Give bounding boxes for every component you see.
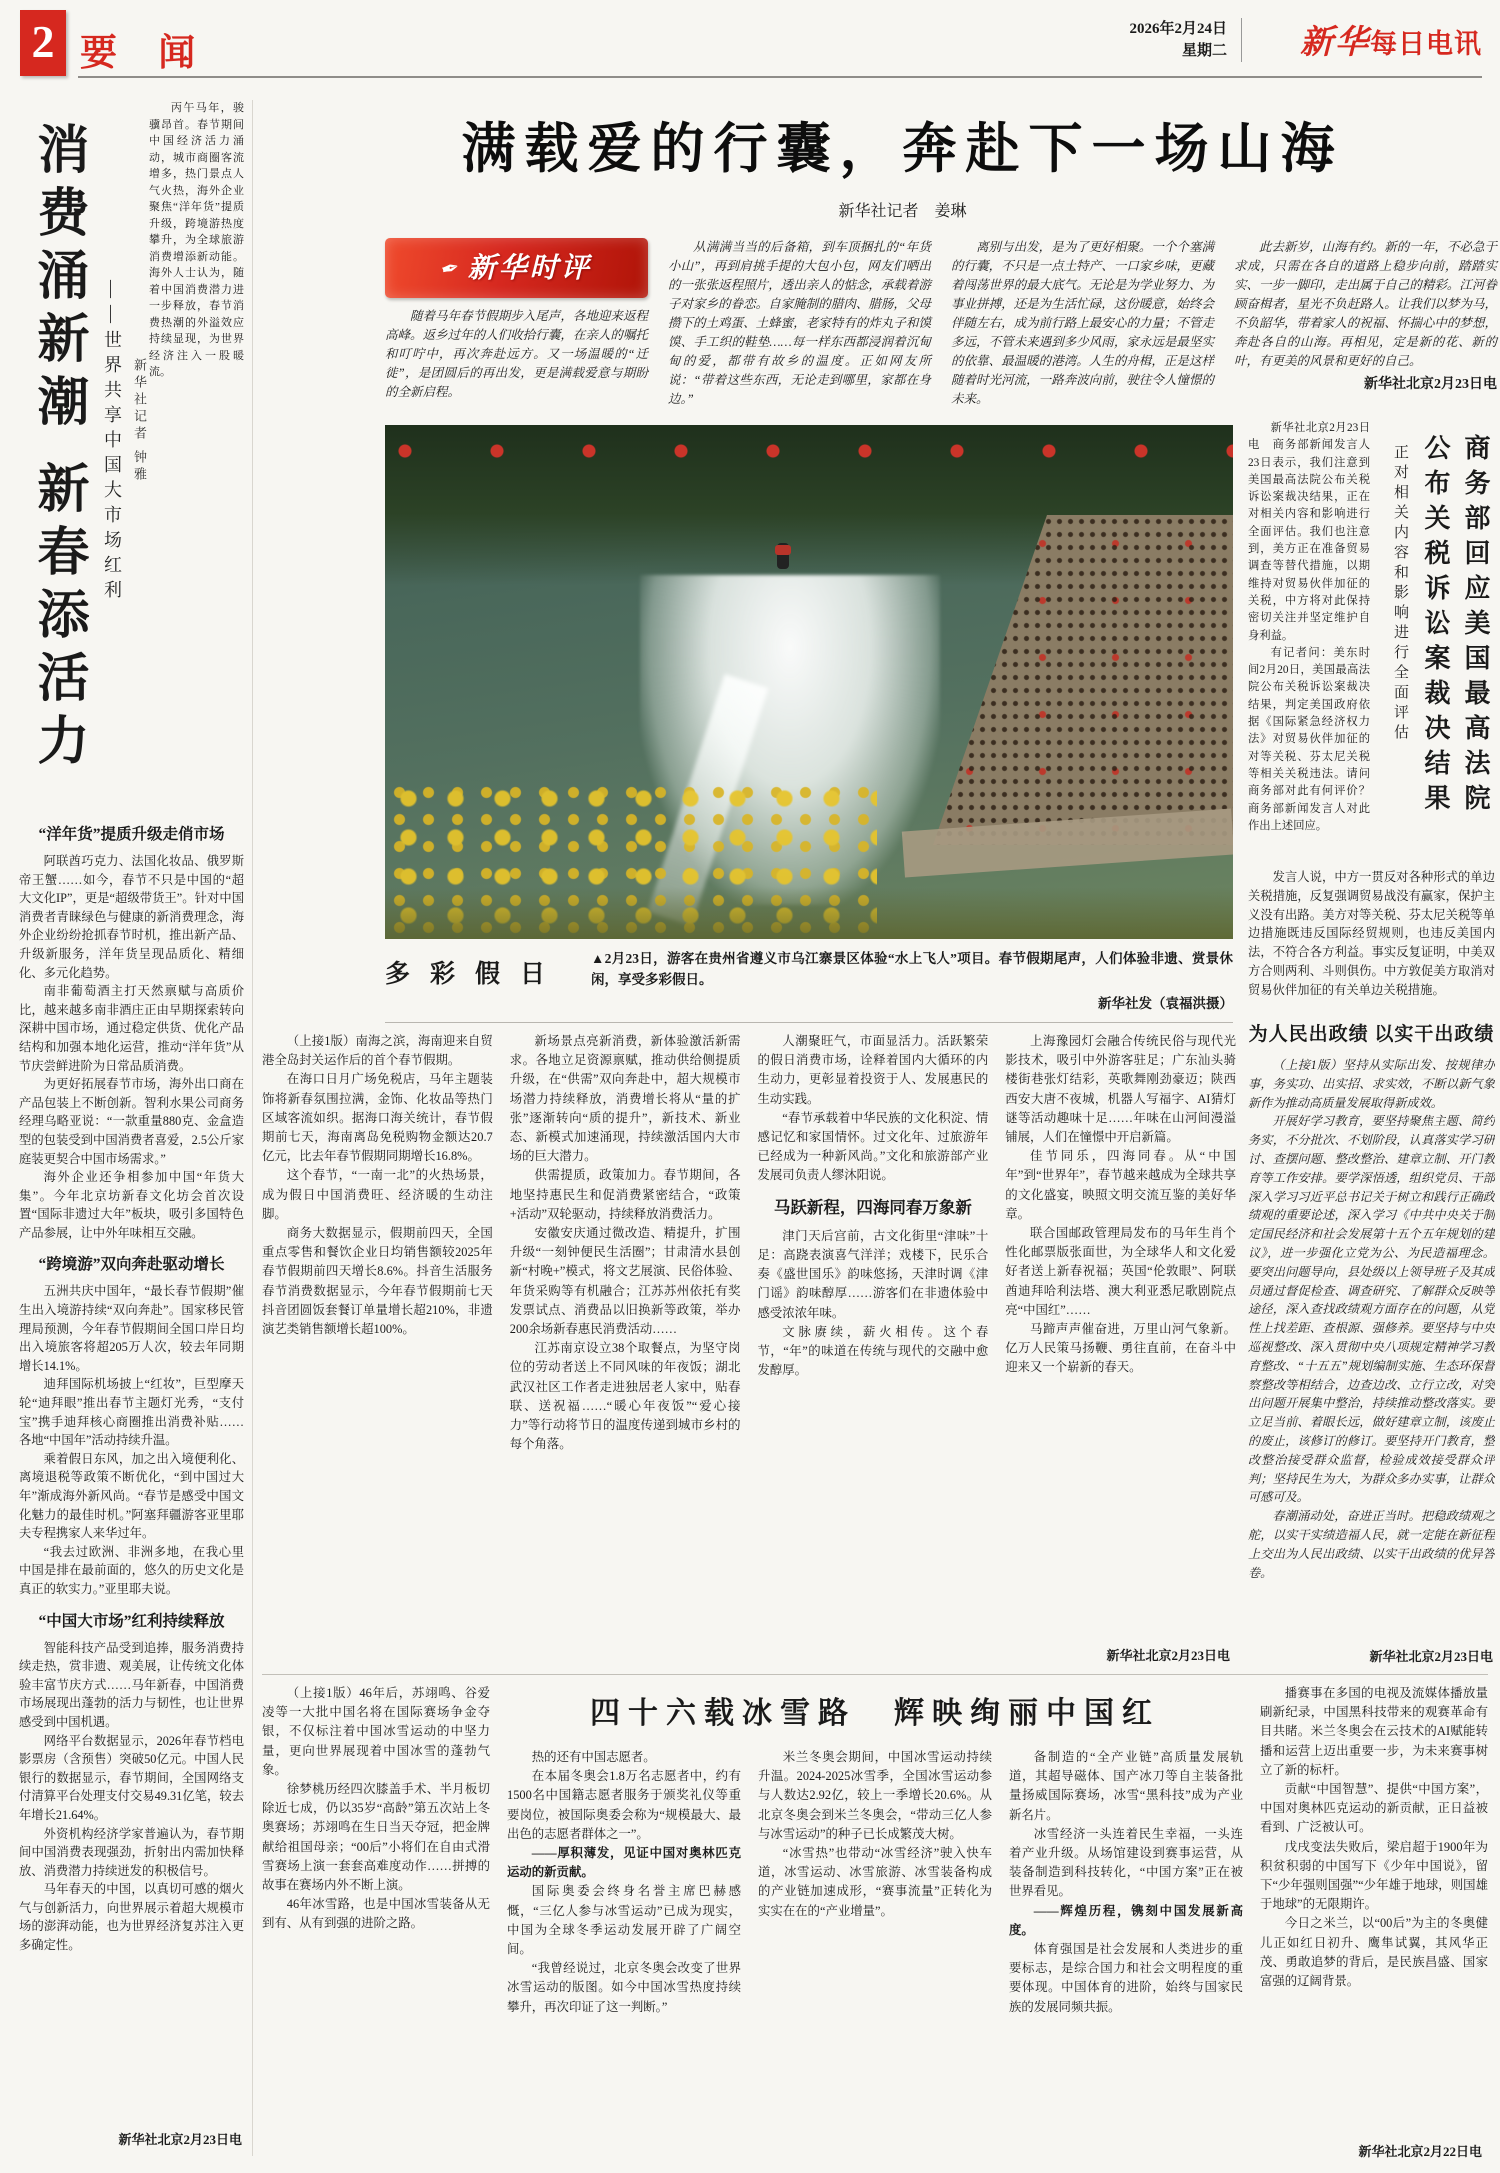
commentary-col3	[951, 238, 1214, 422]
paragraph: 有记者问：美东时间2月20日，美国最高法院公布关税诉讼案裁决结果，判定美国政府依据《国际紧急经济权力法》对贸易伙伴加征的对等关税、芬太尼关税等相关关税违法。请问商务部对此有何评价？商务部新闻发言人对此作出上述回应。	[1248, 646, 1370, 832]
paragraph: 安徽安庆通过微改造、精提升，扩围升级“一刻钟便民生活圈”；甘肃清水县创新“村晚+”模式，将文艺展演、民俗体验、年货采购等有机融合；江苏苏州依托有奖发票试点、消费品以旧换新等政策，举办200余场新春惠民消费活动……	[509, 1226, 741, 1337]
main-headline: 满载爱的行囊，奔赴下一场山海	[461, 119, 1344, 179]
flower-band	[385, 887, 1233, 939]
commentary-col4-text	[1234, 238, 1497, 371]
tariff-headline-line2: 公布关税诉讼案裁决结果	[1421, 434, 1450, 819]
paragraph: 在本届冬奥会1.8万名志愿者中，约有1500名中国籍志愿者服务于颁奖礼仪等重要岗位，被国际奥委会称为“规模最大、最出色的志愿者群体之一”。	[507, 1769, 741, 1841]
section-title: 要 闻	[80, 33, 212, 74]
paragraph: 体育强国是社会发展和人类进步的重要标志，是综合国力和社会文明程度的重要体现。中国体育的进阶，始终与国家民族的发展同频共振。	[1009, 1942, 1243, 2014]
consumption-dateline: 新华社北京2月23日电	[118, 2132, 242, 2147]
paragraph: 这个春节，“一南一北”的火热场景，成为假日中国消费旺、经济暖的生动注脚。	[262, 1168, 493, 1221]
ice-col4	[1009, 1748, 1243, 2017]
article-consumption	[15, 100, 253, 2156]
masthead-calligraphy: 新华	[1300, 25, 1370, 61]
paragraph: 开展好学习教育，要坚持聚焦主题、简约务实，不分批次、不划阶段，认真落实学习研讨、查摆问题、整改整治、建章立制、开门教育等工作安排。要学深悟透，组织党员、干部深入学习习近平总书记关于树立和践行正确政绩观的重要论述，深入学习《中共中央关于制定国民经济和社会发展第十五个五年规划的建议》，进一步强化立党为公、为民造福理念。要突出问题导向，县处级以上领导班子及其成员通过督促检查、调查研究、了解群众反映等途径，深入查找政绩观方面存在的问题，从党性上找差距、查根源、强修养。要坚持与中央巡视整改、深入贯彻中央八项规定精神学习教育整改、“十五五”规划编制实施、生态环保督察整改等相结合，边查边改、立行立改，对突出问题开展集中整治，持续推动整改落实。要立足当前、着眼长远，做好建章立制，该废止的废止，该修订的修订。要坚持开门教育，整改整治接受群众监督，检验成效接受群众评判；坚持民生为大，为群众多办实事，让群众可感可及。	[1248, 1114, 1495, 1505]
performance-headline: 为人民出政绩 以实干出政绩	[1248, 1024, 1495, 1045]
paragraph: 商务大数据显示，假期前四天，全国重点零售和餐饮企业日均销售额较2025年春节假期前四天增长8.6%。抖音生活服务春节消费数据显示，今年春节假期前七天抖音团圆饭套餐订单量增长超210%，非遗演艺类销售额增长超100%。	[262, 1226, 493, 1337]
date-block	[1129, 18, 1242, 62]
badge-label: 新华时评	[467, 252, 592, 284]
section-divider	[262, 1674, 1488, 1675]
subhead-mayue-xincheng: 马跃新程，四海同春万象新	[773, 1197, 972, 1217]
commentary-col1	[385, 238, 648, 422]
paragraph: 热的还有中国志愿者。	[531, 1750, 656, 1764]
ice-col1	[262, 1684, 490, 2162]
paragraph: 佳节同乐，四海同春。从“中国年”到“世界年”，春节越来越成为全球共享的文化盛宴，映照文明交流互鉴的美好华章。	[1005, 1149, 1236, 1221]
pen-icon: ✒	[438, 253, 463, 283]
photo-credit: 新华社发（袁福洪摄）	[1098, 996, 1233, 1011]
photo-caption-block	[385, 948, 1233, 1012]
paragraph: ——厚积薄发，见证中国对奥林匹克运动的新贡献。	[507, 1846, 741, 1880]
caption-rule	[385, 1022, 1233, 1023]
ice-col5	[1260, 1684, 1488, 2162]
tariff-vertical-headline	[1370, 420, 1495, 860]
paragraph: 智能科技产品受到追捧，服务消费持续走热，赏非遗、观美展，让传统文化体验丰富节庆方式……马年新春，中国消费市场展现出蓬勃的活力与韧性，也让世界感受到中国机遇。	[19, 1640, 244, 1729]
consumption-sec3	[19, 1639, 244, 1955]
consumption-vertical-title: 消费涌新潮 新春添活力	[29, 122, 86, 776]
paragraph: 46年冰雪路，也是中国冰雪装备从无到有、从有到强的进阶之路。	[262, 1897, 490, 1931]
paragraph: 贡献“中国智慧”、提供“中国方案”，中国对奥林匹克运动的新贡献，正日益被看到、广泛被认可。	[1260, 1782, 1488, 1835]
paragraph: 津门天后宫前，古文化街里“津味”十足：高跷表演喜气洋洋；戏楼下，民乐合奏《盛世国乐》韵味悠扬，天津时调《津门谣》韵味醇厚……游客们在非遗体验中感受浓浓年味。	[757, 1228, 989, 1320]
subhead-yangnianhuo: “洋年货”提质升级走俏市场	[38, 826, 225, 843]
paragraph: 迪拜国际机场披上“红妆”，巨型摩天轮“迪拜眼”推出春节主题灯光秀，“支付宝”携手迪拜核心商圈推出消费补贴……各地“中国年”活动持续升温。	[19, 1377, 244, 1448]
consumption-title-block	[19, 100, 244, 812]
consumption-sec1	[19, 852, 244, 1242]
paragraph: 江苏南京设立38个取餐点，为坚守岗位的劳动者送上不同风味的年夜饭；湖北武汉社区工作者走进独居老人家中，贴春联、送祝福……“暖心年夜饭”“爱心接力”等行动将节日的温度传递到城市乡村的每个角落。	[509, 1341, 741, 1452]
commentary-col4	[1234, 238, 1497, 422]
ice-col2	[507, 1748, 741, 2017]
tariff-subhead: 正对相关内容和影响进行全面评估	[1392, 444, 1408, 744]
commentary-col1-text	[385, 307, 648, 402]
paragraph: 人潮聚旺气，市面显活力。活跃繁荣的假日消费市场，诠释着国内大循环的内生动力，更彰显着投资于人、发展惠民的生动实践。	[757, 1034, 989, 1106]
article-tariff	[1248, 420, 1495, 1012]
page-header	[0, 0, 1500, 92]
paragraph: 网络平台数据显示，2026年春节档电影票房（含预售）突破50亿元。中国人民银行的数据显示，春节期间，全国网络支付清算平台处理支付交易49.31亿笔，较去年增长21.64%。	[19, 1733, 244, 1822]
flyboard-performer	[777, 543, 789, 569]
tariff-body	[1248, 420, 1370, 860]
paragraph: 冰雪经济一头连着民生幸福，一头连着产业升级。从场馆建设到赛事运营，从装备制造到科技转化，“中国方案”正在被世界看见。	[1009, 1826, 1243, 1899]
caption-label: 多彩假日	[385, 961, 566, 988]
paragraph: 为更好拓展春节市场，海外出口商在产品包装上不断创新。智利水果公司商务经理乌略亚说：“一款重量880克、金盒造型的包装受到中国消费者喜爱，2.5公斤家庭装更契合中国市场需求。”	[19, 1077, 244, 1166]
consumption-subtitle: ——世界共享中国大市场红利	[102, 280, 122, 605]
paragraph: 丙午马年，骏骥昂首。春节期间中国经济活力涌动，城市商圈客流增多，热门景点人气火热，海外企业聚焦“洋年货”提质升级，跨境游热度攀升，为全球旅游消费增添新动能。海外人士认为，随着中国消费潜力进一步释放，春节消费热潮的外溢效应持续显现，为世界经济注入一股暖流。	[149, 102, 244, 378]
main-byline: 新华社记者 姜琳	[838, 203, 967, 220]
consumption-byline: 新华社记者 钟雅	[132, 358, 147, 485]
paragraph: “冰雪热”也带动“冰雪经济”驶入快车道，冰雪运动、冰雪旅游、冰雪装备构成的产业链加速成形，“赛事流量”正转化为实实在在的“产业增量”。	[758, 1846, 992, 1918]
article-ice-snow	[262, 1684, 1488, 2162]
paragraph: 联合国邮政管理局发布的马年生肖个性化邮票版张面世，为全球华人和文化爱好者送上新春祝福；英国“伦敦眼”、阿联酋迪拜哈利法塔、澳大利亚悉尼歌剧院点亮“中国红”……	[1005, 1226, 1236, 1317]
paragraph: （上接1版）46年后，苏翊鸣、谷爱凌等一大批中国名将在国际赛场争金夺银，不仅标注着中国冰雪运动的中坚力量，更向世界展现着中国冰雪的蓬勃气象。	[262, 1686, 490, 1777]
spring-col2	[510, 1032, 741, 1666]
date-text: 2026年2月24日	[1129, 21, 1227, 37]
red-lanterns	[385, 433, 1233, 479]
paragraph: 乘着假日东风，加之出入境便利化、离境退税等政策不断优化，“到中国过大年”渐成海外新风尚。“春节是感受中国文化魅力的最佳时机。”阿塞拜疆游客亚里耶夫专程携家人来华过年。	[19, 1451, 244, 1541]
commentary-dateline: 新华社北京2月23日电	[1364, 377, 1497, 392]
paragraph: 发言人说，中方一贯反对各种形式的单边关税措施，反复强调贸易战没有赢家，保护主义没有出路。美方对等关税、芬太尼关税等单边措施既违反国际经贸规则，也违反美国内法，不符合各方利益。事实反复证明，中美双方合则两利、斗则俱伤。中方敦促美方取消对贸易伙伴加征的有关单边关税措施。	[1248, 870, 1495, 997]
tariff-closing	[1248, 868, 1495, 1000]
paragraph: 新华社北京2月23日电 商务部新闻发言人23日表示，我们注意到美国最高法院公布关税诉讼案裁决结果，正在对相关内容和影响进行全面评估。我们也注意到，美方正在准备贸易调查等替代措施，以期维持对贸易伙伴加征的关税，中方将对此保持密切关注并坚定维护自身利益。	[1248, 422, 1370, 642]
paragraph: 戊戌变法失败后，梁启超于1900年为积贫积弱的中国写下《少年中国说》，留下“少年强则国强”“少年雄于地球，则国雄于地球”的无限期许。	[1260, 1839, 1488, 1912]
paragraph: 离别与出发，是为了更好相聚。一个个塞满的行囊，不只是一点土特产、一口家乡味，更藏着闯荡世界的最大底气。无论是为学业努力、为事业拼搏，还是为生活忙碌，这份暖意，始终会伴随左右，成为前行路上最安心的力量；不管走多远，不管未来遇到多少风雨，家永远是最坚实的依靠、最温暖的港湾。人生的舟楫，正是这样随着时光河流，一路奔波向前，驶往令人憧憬的未来。	[951, 240, 1214, 406]
ice-dateline: 新华社北京2月22日电	[1358, 2144, 1482, 2159]
paragraph: 备制造的“全产业链”高质量发展轨道，其超导磁体、国产冰刀等自主装备批量扬威国际赛场，冰雪“黑科技”成为产业新名片。	[1009, 1750, 1243, 1822]
article-performance	[1248, 1015, 1495, 1667]
header-rule	[78, 76, 1482, 78]
subhead-dashichang: “中国大市场”红利持续释放	[38, 1612, 225, 1630]
paragraph: 播赛事在多国的电视及流媒体播放量刷新纪录，中国黑科技带来的观赛革命有目共睹。米兰冬奥会在云技术的AI赋能转播和运营上迈出重要一步，为未来赛事树立了新的标杆。	[1260, 1686, 1488, 1777]
paragraph: （上接1版）坚持从实际出发、按规律办事，务实功、出实招、求实效，不断以新气象新作为推动高质量发展取得新成效。	[1248, 1058, 1495, 1110]
weekday-text: 星期二	[1181, 43, 1227, 59]
tariff-headline-line1: 商务部回应美国最高法院	[1461, 434, 1490, 819]
paragraph: 外资机构经济学家普遍认为，春节期间中国消费表现强劲，折射出内需加快释放、消费潜力持续迸发的积极信号。	[19, 1826, 244, 1878]
spring-col3	[758, 1032, 989, 1666]
consumption-body	[19, 822, 244, 1955]
paragraph: 国际奥委会终身名誉主席巴赫感慨，“三亿人参与冰雪运动”已成为现实，中国为全球冬季运动发展开辟了广阔空间。	[507, 1884, 741, 1957]
caption-text: ▲2月23日，游客在贵州省遵义市乌江寨景区体验“水上飞人”项目。春节假期尾声，人们体验非遗、赏景休闲，享受多彩假日。	[591, 951, 1233, 987]
paragraph: 今日之米兰，以“00后”为主的冬奥健儿正如红日初升、鹰隼试翼，其风华正茂、勇敢追梦的背后，是民族昌盛、国家富强的辽阔背景。	[1260, 1916, 1488, 1989]
paragraph: 徐梦桃历经四次膝盖手术、半月板切除近七成，仍以35岁“高龄”第五次站上冬奥赛场；苏翊鸣在生日当天夺冠，把金牌献给祖国母亲；“00后”小将们在自由式滑雪赛场上演一套套高难度动作……拼搏的故事在赛场内外不断上演。	[262, 1782, 490, 1893]
performance-dateline: 新华社北京2月23日电	[1369, 1649, 1493, 1664]
ice-headline: 四十六载冰雪路 辉映绚丽中国红	[590, 1697, 1160, 1730]
paragraph: 从满满当当的后备箱，到车顶捆扎的“年货小山”，再到肩挑手提的大包小包，网友们晒出的一张张返程照片，透出亲人的惦念，承载着游子对家乡的眷恋。自家腌制的腊肉、腊肠，父母攒下的土鸡蛋、土蜂蜜，老家特有的炸丸子和馍馍、手工织的鞋垫……每一样东西都浸润着沉甸甸的爱，都带有故乡的温度。正如网友所说：“带着这些东西，无论走到哪里，家都在身边。”	[668, 240, 931, 406]
holiday-photo	[385, 425, 1233, 939]
spring-col1	[262, 1032, 493, 1666]
spring-dateline: 新华社北京2月23日电	[1106, 1648, 1230, 1663]
paragraph: ——辉煌历程，镌刻中国发展新高度。	[1009, 1903, 1243, 1937]
commentary-col2	[668, 238, 931, 422]
performance-body	[1248, 1056, 1495, 1582]
paragraph: 新场景点亮新消费，新体验激活新需求。各地立足资源禀赋，推动供给侧提质升级，在“供需”双向奔赴中，超大规模市场潜力持续释放，消费增长将从“量的扩张”逐渐转向“质的提升”，新技术、新业态、新模式加速涌现，持续激活国内大市场的巨大潜力。	[509, 1034, 741, 1164]
paragraph: 春潮涌动处，奋进正当时。把稳政绩观之舵，以实干实绩造福人民，就一定能在新征程上交出为人民出政绩、以实干出政绩的优异答卷。	[1248, 1509, 1495, 1580]
paragraph: 阿联酋巧克力、法国化妆品、俄罗斯帝王蟹……如今，春节不只是中国的“超大文化IP”，更是“超级带货王”。针对中国消费者青睐绿色与健康的新消费理念，海外企业纷纷抢抓春节时机，推出新产品、升级新服务，洋年货呈现品质化、精细化、多元化趋势。	[19, 854, 244, 980]
paragraph: （上接1版）南海之滨，海南迎来自贸港全岛封关运作后的首个春节假期。	[262, 1034, 493, 1068]
consumption-sec2	[19, 1282, 244, 1598]
spring-col3-top	[758, 1032, 989, 1186]
paragraph: “我去过欧洲、非洲多地，在我心里中国是排在最前面的，悠久的历史文化是真正的软实力。”亚里耶夫说。	[19, 1544, 244, 1596]
xinhua-shiping-badge	[385, 238, 648, 298]
spring-col4	[1005, 1032, 1236, 1666]
paragraph: 供需提质，政策加力。春节期间，各地坚持惠民生和促消费紧密结合，“政策+活动”双轮驱动，持续释放消费活力。	[509, 1168, 741, 1221]
paragraph: 随着马年春节假期步入尾声，各地迎来返程高峰。返乡过年的人们收拾行囊，在亲人的嘱托和叮咛中，再次奔赴远方。又一场温暖的“迁徙”，是团圆后的再出发，更是满载爱意与期盼的全新启程。	[385, 309, 648, 399]
paragraph: 海外企业还争相参加中国“年货大集”。今年北京坊新春文化坊会首次设置“国际非遗过大年”板块，吸引多国特色产品参展，让中外年味相互交融。	[19, 1170, 244, 1240]
paragraph: “春节承载着中华民族的文化积淀、情感记忆和家国情怀。过文化年、过旅游年已经成为一种新风尚。”文化和旅游部产业发展司负责人缪沐阳说。	[757, 1110, 989, 1183]
paragraph: 南非葡萄酒主打天然禀赋与高质价比，越来越多南非酒庄正由早期探索转向深耕中国市场，通过稳定供货、优化产品结构和加强本地化运营，推动“洋年货”从节庆尝鲜进阶为日常品质消费。	[19, 984, 244, 1073]
masthead-logo	[1300, 16, 1482, 63]
article-spring-festival	[262, 1032, 1236, 1666]
paragraph: 此去新岁，山海有约。新的一年，不必急于求成，只需在各自的道路上稳步向前，踏踏实实、一步一脚印，走出属于自己的精彩。江河眷顾奋楫者，星光不负赶路人。让我们以梦为马，不负韶华，带着家人的祝福、怀揣心中的梦想，奔赴各自的山海。再相见，定是新的花、新的叶，有更美的风景和更好的自己。	[1234, 240, 1497, 368]
masthead-text: 每日电讯	[1370, 29, 1482, 59]
ice-col3	[758, 1748, 992, 2017]
consumption-intro	[149, 100, 244, 812]
paragraph: 文脉赓续，薪火相传。这个春节，“年”的味道在传统与现代的交融中愈发醇厚。	[757, 1324, 989, 1378]
paragraph: 上海豫园灯会融合传统民俗与现代光影技术，吸引中外游客驻足；广东汕头骑楼街巷张灯结彩，英歌舞刚劲豪迈；陕西西安大唐不夜城，机器人写福字、AI猜灯谜等活动趣味十足……年味在山河间漫溢铺展，人们在憧憬中开启新篇。	[1005, 1034, 1236, 1145]
commentary-columns	[385, 238, 1497, 422]
page-number: 2	[20, 10, 66, 76]
paragraph: 米兰冬奥会期间，中国冰雪运动持续升温。2024-2025冰雪季，全国冰雪运动参与人数达2.92亿，较上一季增长20.6%。从北京冬奥会到米兰冬奥会，“带动三亿人参与冰雪运动”的种子已长成繁茂大树。	[758, 1750, 992, 1841]
paragraph: 马年春天的中国，以真切可感的烟火气与创新活力，向世界展示着超大规模市场的澎湃动能，也为世界经济复苏注入更多确定性。	[19, 1882, 244, 1953]
paragraph: 五洲共庆中国年，“最长春节假期”催生出入境游持续“双向奔赴”。国家移民管理局预测，今年春节假期间全国口岸日均出入境旅客将超205万人次，较去年同期增长14.1%。	[19, 1284, 244, 1373]
paragraph: 马蹄声声催奋进，万里山河气象新。亿万人民策马扬鞭、勇往直前，在奋斗中迎来又一个崭新的春天。	[1005, 1322, 1236, 1375]
spring-col3-bottom	[758, 1227, 989, 1381]
paragraph: “我曾经说过，北京冬奥会改变了世界冰雪运动的版图。如今中国冰雪热度持续攀升，再次印证了这一判断。”	[507, 1961, 741, 2014]
subhead-kuajingyou: “跨境游”双向奔赴驱动增长	[38, 1256, 225, 1274]
paragraph: 在海口日月广场免税店，马年主题装饰将新春氛围拉满，金饰、化妆品等热门区域客流如织。据海口海关统计，春节假期前七天，海南离岛免税购物金额达20.7亿元，比去年春节假期同期增长16.8%。	[262, 1072, 493, 1164]
ice-middle	[507, 1684, 1243, 2162]
